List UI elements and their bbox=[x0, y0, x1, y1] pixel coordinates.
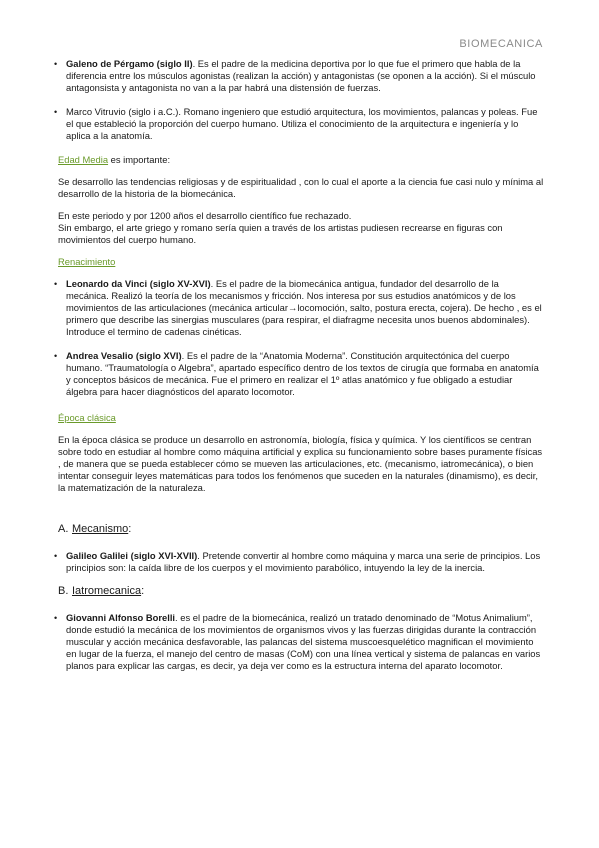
iatromecanica-heading bbox=[58, 584, 544, 598]
vesalio-text: . Es el padre de la “Anatomia Moderna”. Constitución arquitectónica del cuerpo humano. “Traumatología o Algebra”, apartado específico dentro de los textos de cirugía que formaba en anatomía y conceptos básicos de mecánica. Fue el primero en realizar el 1º atlas anatómico y fue obligado a estudiar álgebra para hacer diagnósticos del aparato locomotor. bbox=[66, 350, 539, 397]
vesalio-name: Andrea Vesalio (siglo XVI) bbox=[66, 350, 182, 361]
edad-media-suffix: es importante: bbox=[108, 154, 171, 165]
galeno-name: Galeno de Pérgamo (siglo II) bbox=[66, 58, 193, 69]
davinci-text: . Es el padre de la biomecánica antigua, fundador del desarrollo de la mecánica. Realizó la teoría de los mecanismos y fricción. Nos interesa por sus estudios anatómicos y de los movimientos de las articulaciones (mecánica articular→locomoción, salto, postura erecta, cojera). De hecho , es el primero que describe las sinergias musculares (para respirar, el diafragme necesita unos buenos abdominales). Introduce el termino de cadenas cinéticas. bbox=[66, 278, 542, 337]
galileo-paragraph bbox=[58, 550, 544, 574]
epoca-clasica-link[interactable]: Época clásica bbox=[58, 412, 116, 423]
edad-media-link[interactable]: Edad Media bbox=[58, 154, 109, 165]
mecanismo-colon: : bbox=[128, 523, 132, 535]
epoca-clasica-heading bbox=[58, 412, 544, 424]
borelli-name: Giovanni Alfonso Borelli bbox=[66, 612, 176, 623]
mecanismo-letter: A. bbox=[58, 523, 69, 535]
galileo-text: . Pretende convertir al hombre como máquina y marca una serie de principios. Los principios son: la caída libre de los cuerpos y el movimiento parabólico, intuyendo la ley de la inercia. bbox=[66, 550, 541, 573]
galeno-paragraph bbox=[58, 58, 544, 94]
edad-media-paragraph-1: Se desarrollo las tendencias religiosas y de espiritualidad , con lo cual el aporte a la ciencia fue casi nulo y mínima al desarrollo de la historia de la biomecánica. bbox=[58, 176, 544, 199]
edad-media-paragraph-2b: Sin embargo, el arte griego y romano sería quien a través de los artistas pudiesen recrearse en figuras con movimientos del cuerpo humano. bbox=[58, 222, 503, 245]
renacimiento-link[interactable]: Renacimiento bbox=[58, 256, 116, 267]
mecanismo-title: Mecanismo bbox=[72, 523, 129, 535]
davinci-paragraph bbox=[58, 278, 544, 338]
borelli-paragraph bbox=[58, 612, 544, 672]
edad-media-paragraph-2a: En este periodo y por 1200 años el desarrollo científico fue rechazado. bbox=[58, 210, 352, 221]
borelli-text: . es el padre de la biomecánica, realizó un tratado denominado de “Motus Animalium”, donde estudió la mecánica de los movimientos de organismos vivos y las fuerzas dirigidas durante la contracción muscular y acción mecánica desfavorable, las palancas del sistema muscoesquelético magnifican el movimiento en lugar de la fuerza, el manejo del centro de masas (CoM) con una línea vertical y sistema de palancas en varios planos para explicar las cargas, es decir, ya deja ver como es la estructura interna del aparato locomotor. bbox=[66, 612, 541, 671]
iatromecanica-letter: B. bbox=[58, 585, 69, 597]
vitruvio-paragraph: • Marco Vitruvio (siglo i a.C.). Romano ingeniero que estudió arquitectura, los movimientos, palancas y poleas. Fue el que estableció la proporción del cuerpo humano. Utiliza el conocimiento de la arquitectura e ingeniería y lo aplica a la anatomía. bbox=[58, 106, 544, 142]
edad-media-heading bbox=[58, 154, 544, 166]
page-header: BIOMECANICA bbox=[459, 38, 543, 50]
renacimiento-heading bbox=[58, 256, 544, 268]
mecanismo-heading bbox=[58, 522, 544, 536]
document-body bbox=[58, 58, 544, 672]
galileo-name: Galileo Galilei (siglo XVI-XVII) bbox=[66, 550, 198, 561]
davinci-name: Leonardo da Vinci (siglo XV-XVI) bbox=[66, 278, 211, 289]
iatromecanica-title: Iatromecanica bbox=[72, 585, 142, 597]
epoca-clasica-paragraph: En la época clásica se produce un desarrollo en astronomía, biología, física y química. Y los científicos se centran sobre todo en estudiar al hombre como máquina artificial y explica su funcionamiento sobre bases puramente físicas , de manera que se pueda establecer cómo se mueven las articulaciones, etc. (mecanismo, iatromecánica), o bien intentar conseguir leyes matemáticas para todos los fenómenos que suceden en la naturales (dinamismo), es decir, la matematización de la naturaleza. bbox=[58, 434, 543, 493]
iatromecanica-colon: : bbox=[141, 585, 145, 597]
vesalio-paragraph bbox=[58, 350, 544, 398]
galeno-text: . Es el padre de la medicina deportiva por lo que fue el primero que habla de la diferencia entre los músculos agonistas (realizan la acción) y antagonistas (se oponen a la acción). Si el músculo antagonsista y antagonista no van a la par habrá una distensión de fuerzas. bbox=[66, 58, 536, 93]
